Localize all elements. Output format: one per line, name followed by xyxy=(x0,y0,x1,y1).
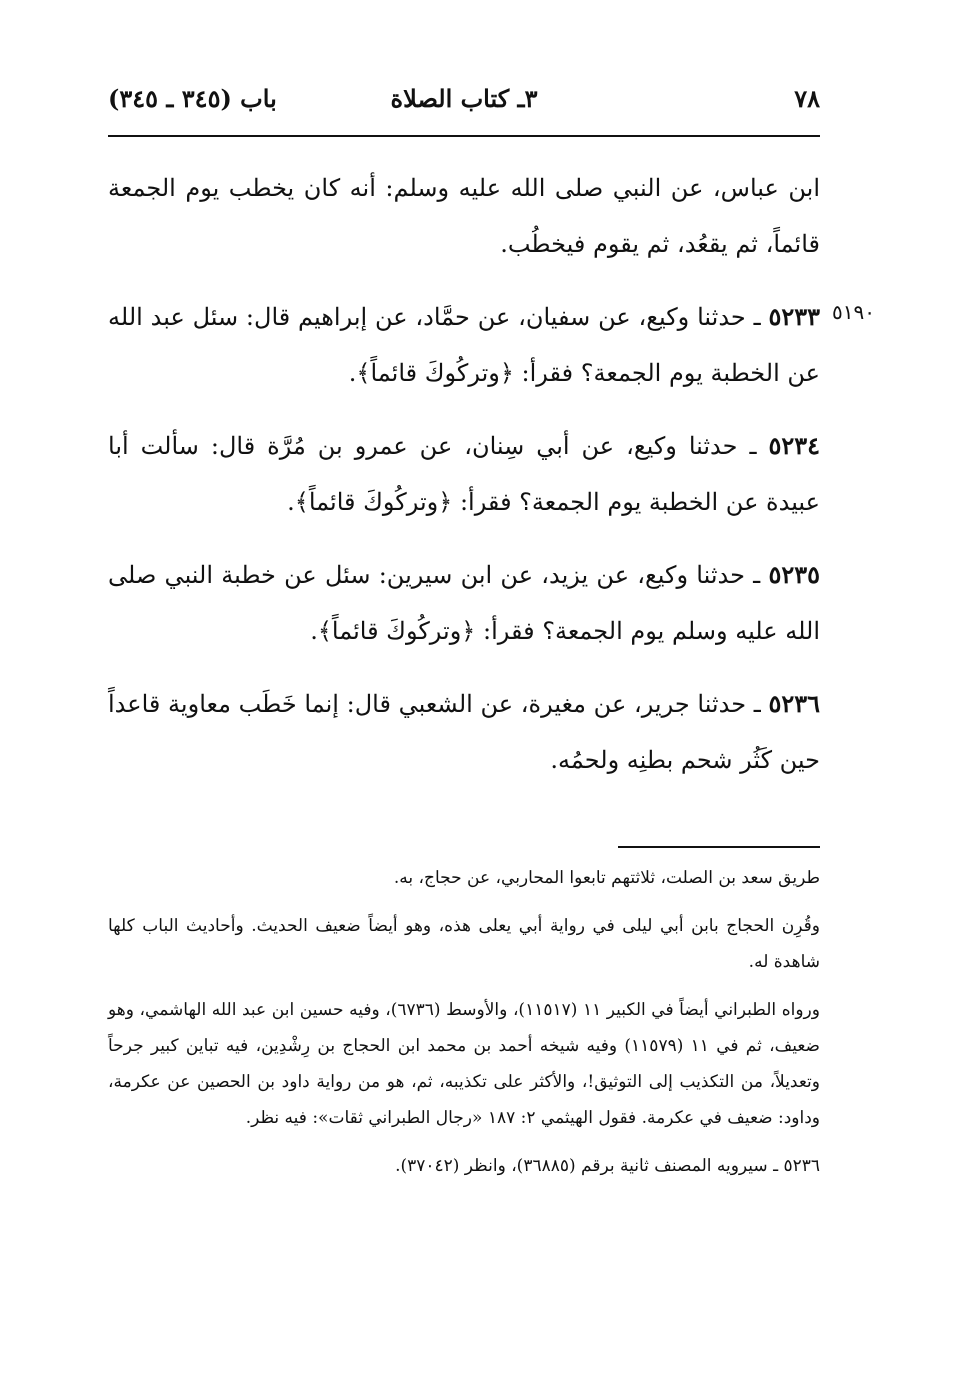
hadith-number: ٥٢٣٦ xyxy=(768,689,820,718)
hadith-number: ٥٢٣٤ xyxy=(768,431,820,460)
hadith-text: ـ حدثنا وكيع، عن سفيان، عن حمَّاد، عن إبراهيم قال: سئل عبد الله عن الخطبة يوم الجمعة؟ فقرأ: ﴿وتركُوكَ قائماً﴾. xyxy=(108,303,820,387)
paragraph-continuation xyxy=(108,160,820,272)
footnotes xyxy=(108,860,820,1196)
paragraph-text: ابن عباس، عن النبي صلى الله عليه وسلم: أنه كان يخطب يوم الجمعة قائماً، ثم يقعُد، ثم يقوم فيخطُب. xyxy=(108,174,820,258)
footnote: ٥٢٣٦ ـ سيرويه المصنف ثانية برقم (٣٦٨٨٥)، وانظر (٣٧٠٤٢). xyxy=(395,1156,820,1176)
hadith-text: ـ حدثنا جرير، عن مغيرة، عن الشعبي قال: إنما خَطَب معاوية قاعداً حين كَثُر شحم بطنِه ولحمُه. xyxy=(108,690,820,774)
hadith-5233 xyxy=(108,289,820,401)
hadith-number: ٥٢٣٥ xyxy=(768,560,820,589)
header-rule xyxy=(108,135,820,137)
footnote: ورواه الطبراني أيضاً في الكبير ١١ (١١٥١٧)، والأوسط (٦٧٣٦)، وفيه حسين ابن عبد الله الهاشمي، وهو ضعيف، ثم في ١١ (١١٥٧٩) وفيه شيخه أحمد بن محمد ابن الحجاج بن رِشْدِين، فيه تباين كبير جرحاً وتعديلاً، من التكذيب إلى التوثيق!، والأكثر على تكذيبه، ثم، هو من رواية داود بن الحصين عن عكرمة، وداود: ضعيف في عكرمة. فقول الهيثمي ٢: ١٨٧ «رجال الطبراني ثقات»: فيه نظر. xyxy=(108,1000,820,1128)
footnote: وقُرِن الحجاج بابن أبي ليلى في رواية أبي يعلى هذه، وهو أيضاً ضعيف الحديث. وأحاديث الباب كلها شاهدة له. xyxy=(108,916,820,972)
hadith-5236 xyxy=(108,676,820,788)
chapter-range: باب (٣٤٥ ـ ٣٤٥) xyxy=(108,84,277,113)
page-header xyxy=(108,84,820,124)
book-title: ٣ـ كتاب الصلاة xyxy=(390,84,538,113)
hadith-5235 xyxy=(108,547,820,659)
hadith-text: ـ حدثنا وكيع، عن أبي سِنان، عن عمرو بن مُرَّة قال: سألت أبا عبيدة عن الخطبة يوم الجمعة؟ فقرأ: ﴿وتركُوكَ قائماً﴾. xyxy=(108,432,820,516)
hadith-number: ٥٢٣٣ xyxy=(768,302,820,331)
footnote: طريق سعد بن الصلت، ثلاثتهم تابعوا المحاربي، عن حجاج، به. xyxy=(393,868,820,888)
margin-number: ٥١٩٠ xyxy=(832,300,875,324)
hadith-text: ـ حدثنا وكيع، عن يزيد، عن ابن سيرين: سئل عن خطبة النبي صلى الله عليه وسلم يوم الجمعة؟ فقرأ: ﴿وتركُوكَ قائماً﴾. xyxy=(108,561,820,645)
footnote-rule xyxy=(618,846,820,848)
main-text xyxy=(108,160,820,805)
hadith-5234 xyxy=(108,418,820,530)
page-number: ٧٨ xyxy=(794,84,820,113)
